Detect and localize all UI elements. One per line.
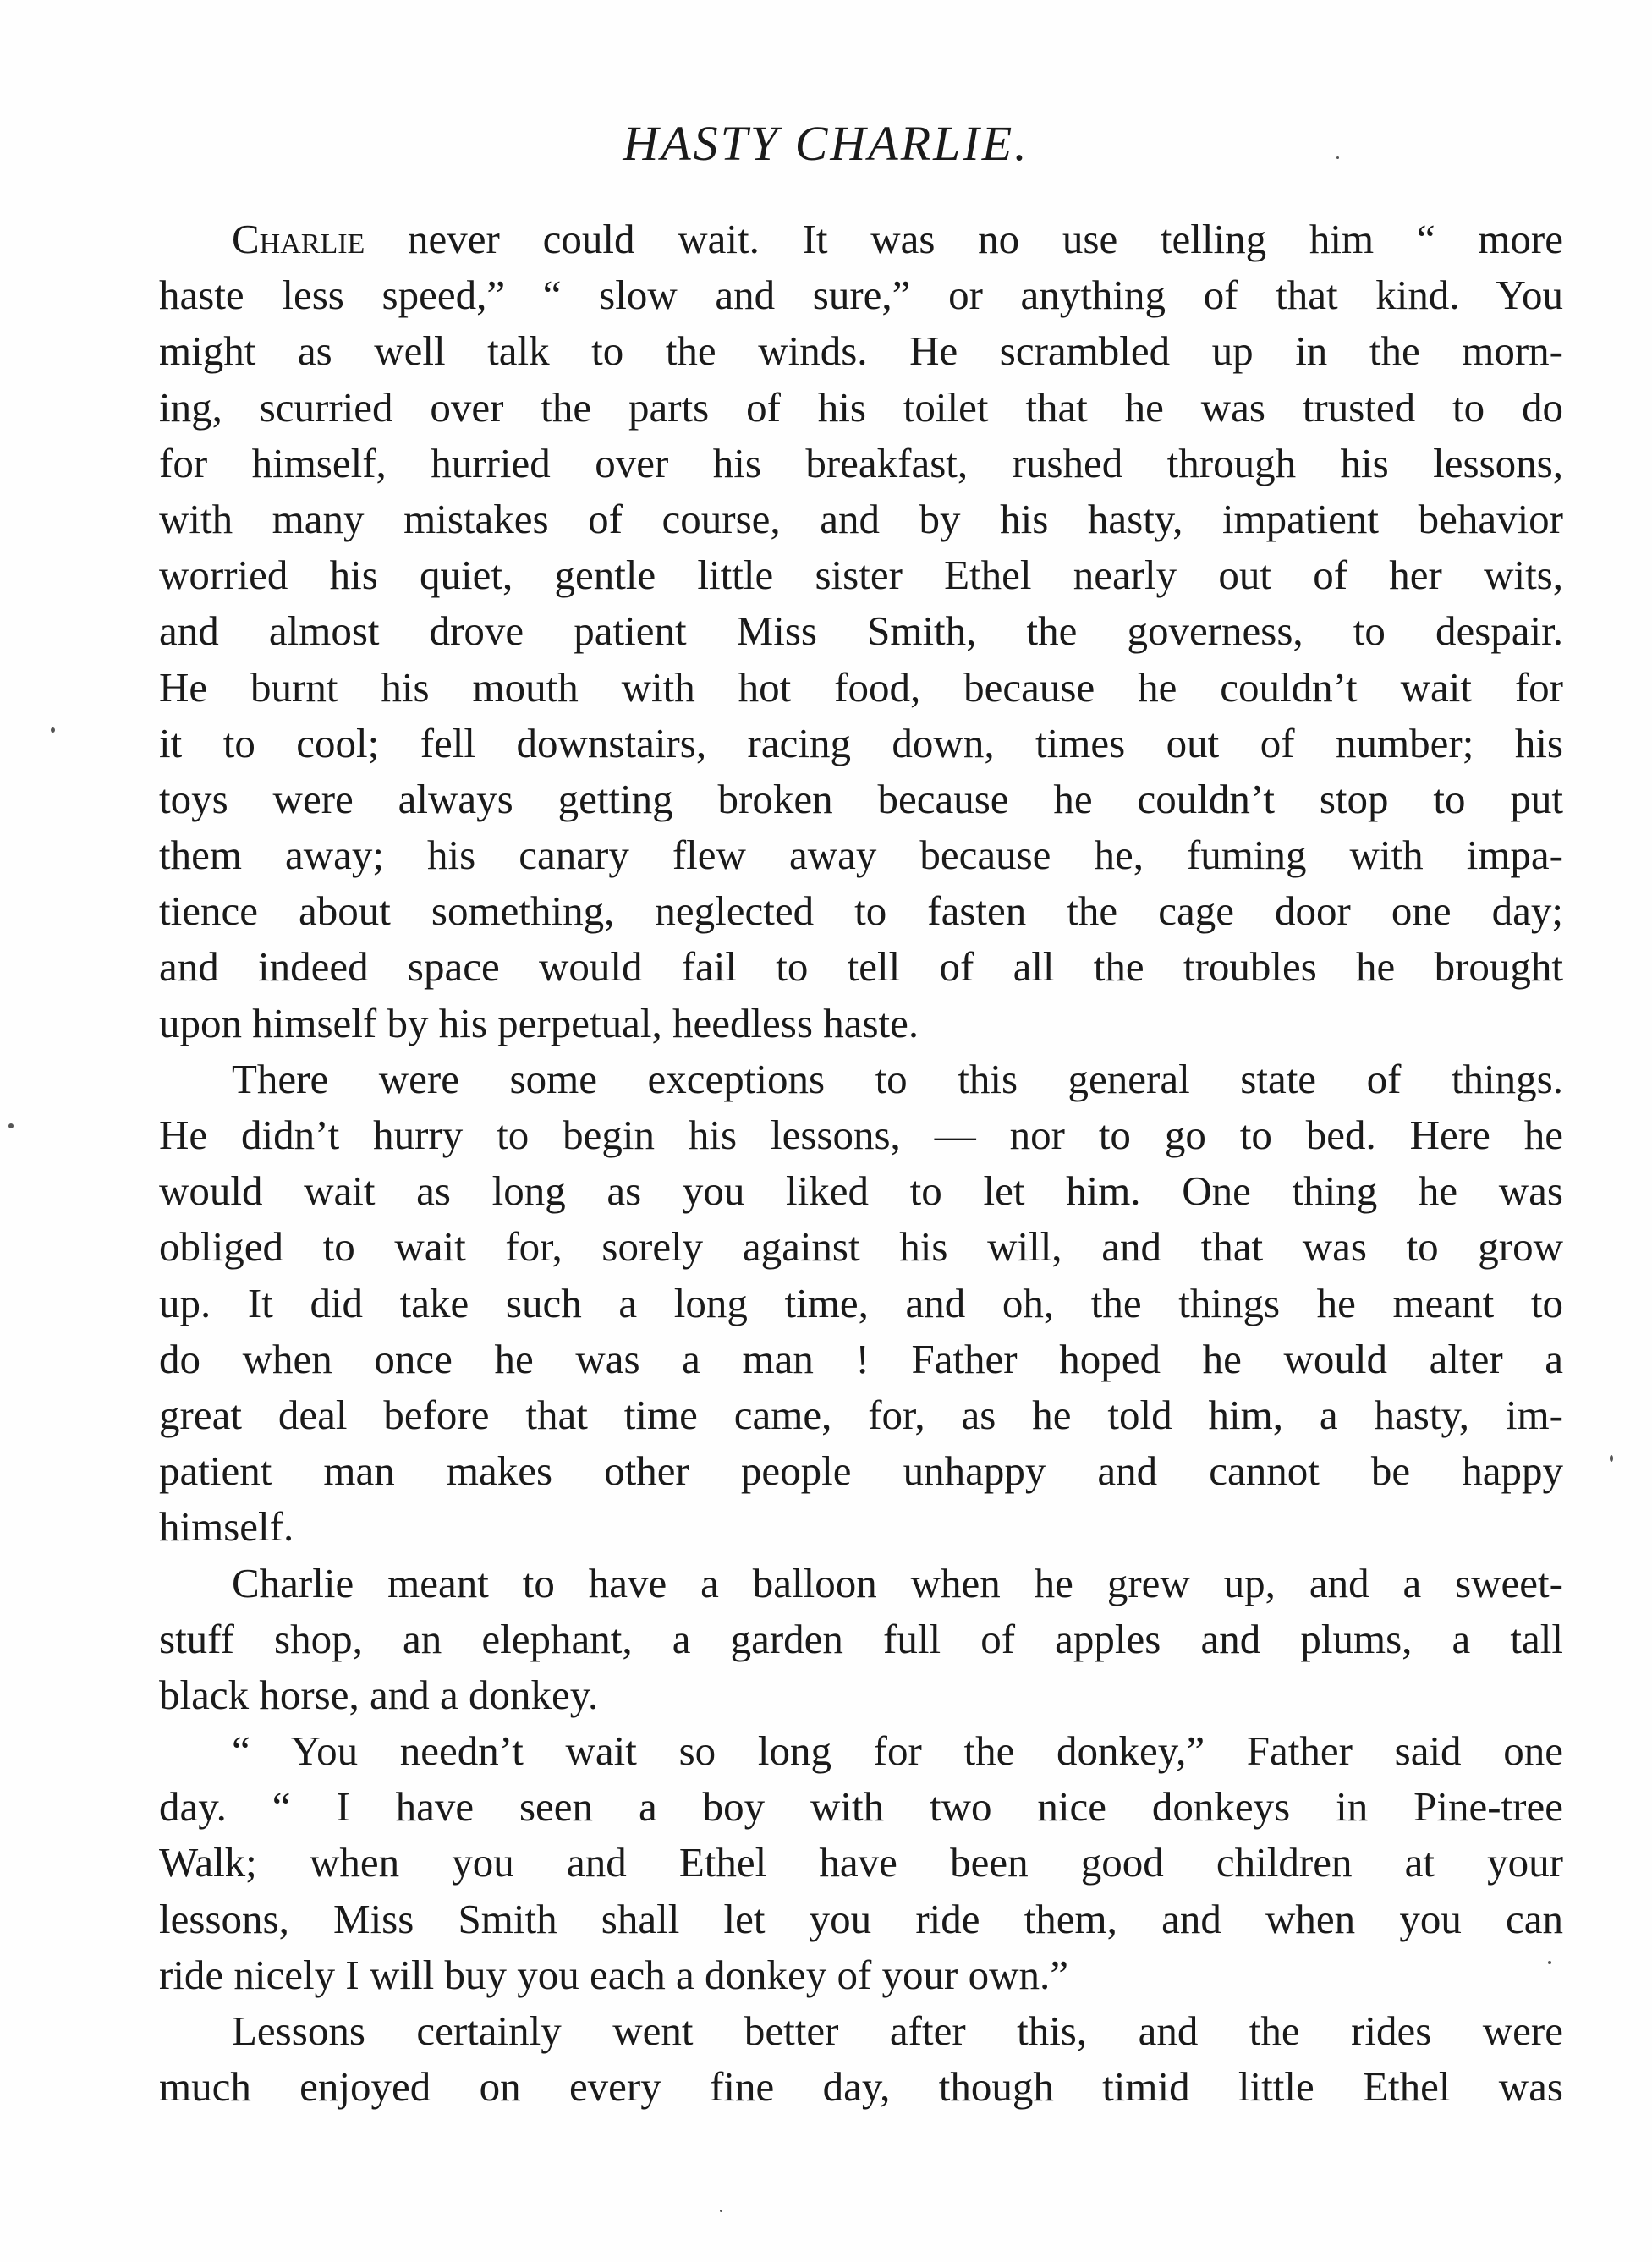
scan-speck xyxy=(51,727,55,733)
text-line: it to cool; fell downstairs, racing down, times out of number; his xyxy=(159,719,1563,766)
text-line: There were some exceptions to this general state of things. xyxy=(232,1055,1563,1102)
text-line: himself. xyxy=(159,1503,294,1551)
text-line: up. It did take such a long time, and oh, the things he meant to xyxy=(159,1279,1563,1326)
text-line: might as well talk to the winds. He scrambled up in the morn- xyxy=(159,327,1563,375)
text-line: much enjoyed on every fine day, though timid little Ethel was xyxy=(159,2063,1563,2111)
text-line: with many mistakes of course, and by his hasty, impatient behavior xyxy=(159,495,1563,542)
scan-speck xyxy=(1548,1961,1551,1964)
text-line: patient man makes other people unhappy and cannot be happy xyxy=(159,1447,1563,1495)
text-line: lessons, Miss Smith shall let you ride them, and when you can xyxy=(159,1895,1563,1942)
text-line: obliged to wait for, sorely against his will, and that was to grow xyxy=(159,1223,1563,1271)
text-line: would wait as long as you liked to let him. One thing he was xyxy=(159,1167,1563,1215)
text-line: do when once he was a man ! Father hoped he would alter a xyxy=(159,1335,1563,1382)
drop-word: Charlie xyxy=(232,216,365,262)
text-line: worried his quiet, gentle little sister Ethel nearly out of her wits, xyxy=(159,552,1563,599)
text-line: He didn’t hurry to begin his lessons, — nor to go to bed. Here he xyxy=(159,1112,1563,1158)
text-line: black horse, and a donkey. xyxy=(159,1671,599,1718)
text-line: day. “ I have seen a boy with two nice donkeys in Pine-tree xyxy=(159,1783,1563,1831)
scan-speck xyxy=(720,2210,722,2212)
text-line: for himself, hurried over his breakfast, rushed through his lessons, xyxy=(159,439,1563,486)
text-line xyxy=(159,211,1563,267)
scan-speck xyxy=(1336,156,1339,159)
text-line: and indeed space would fail to tell of all the troubles he brought xyxy=(159,943,1563,991)
text-line: ing, scurried over the parts of his toilet that he was trusted to do xyxy=(159,383,1563,431)
text-line: upon himself by his perpetual, heedless haste. xyxy=(159,999,919,1046)
text-line: haste less speed,” “ slow and sure,” or anything of that kind. You xyxy=(159,272,1563,319)
text-line: stuff shop, an elephant, a garden full of apples and plums, a tall xyxy=(159,1615,1563,1662)
text-line: tience about something, neglected to fasten the cage door one day; xyxy=(159,887,1563,935)
scan-speck xyxy=(8,1123,14,1128)
story-text xyxy=(159,211,1563,2115)
text-line: ride nicely I will buy you each a donkey of your own.” xyxy=(159,1951,1068,1998)
text-line: Lessons certainly went better after this, and the rides were xyxy=(232,2007,1563,2054)
text-line: great deal before that time came, for, as he told him, a hasty, im- xyxy=(159,1391,1563,1438)
text-line: Walk; when you and Ethel have been good children at your xyxy=(159,1839,1563,1886)
scan-speck xyxy=(1610,1455,1613,1462)
text-line: and almost drove patient Miss Smith, the governess, to despair. xyxy=(159,607,1563,655)
text-line: Charlie meant to have a balloon when he grew up, and a sweet- xyxy=(232,1559,1563,1606)
text-line: toys were always getting broken because he couldn’t stop to put xyxy=(159,775,1563,822)
text-line: them away; his canary flew away because he, fuming with impa- xyxy=(159,832,1563,879)
text-line: He burnt his mouth with hot food, because he couldn’t wait for xyxy=(159,663,1563,711)
page-title: HASTY CHARLIE. xyxy=(623,116,1029,171)
text-line-rest: never could wait. It was no use telling him “ more xyxy=(365,216,1563,262)
text-line: “ You needn’t wait so long for the donkey,” Father said one xyxy=(232,1727,1563,1775)
